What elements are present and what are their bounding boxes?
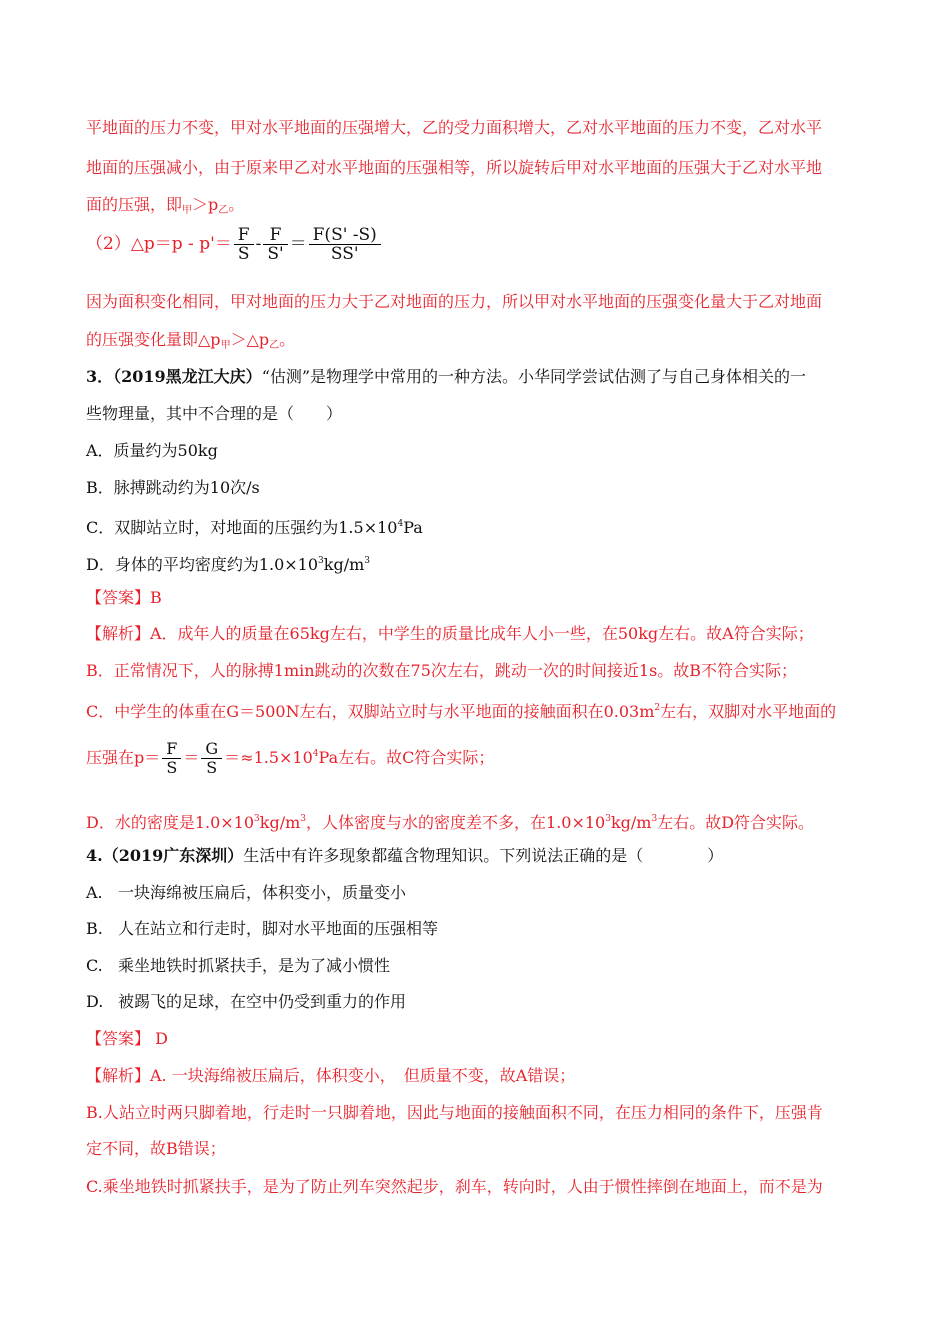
option-letter: D. [86,992,104,1011]
text-span: C．双脚站立时，对地面的压强约为1.5×10 [86,518,398,537]
option-a: A．质量约为50kg [86,441,218,460]
operator: - [255,234,262,254]
subscript: 甲 [220,340,231,351]
numerator: F [162,740,181,759]
denominator: S [166,758,178,777]
question-text: 生活中有许多现象都蕴含物理知识。下列说法正确的是（ ） [243,846,724,865]
question-4-stem [86,845,864,867]
superscript: 3 [300,814,307,824]
text-line: B．正常情况下，人的脉搏1min跳动的次数在75次左右，跳动一次的时间接近1s。故B不符合实际； [86,661,798,680]
text-line [86,329,864,357]
question-3-stem [86,366,864,388]
question-number: 4. [86,846,103,865]
text-line: 【解析】A. 一块海绵被压扁后，体积变小， 但质量不变，故A错误； [86,1066,576,1085]
text-line [86,194,864,222]
fraction [309,226,381,263]
option-d [86,550,864,576]
text-line: 【解析】A．成年人的质量在65kg左右，中学生的质量比成年人小一些，在50kg左右。故A符合实际； [86,624,814,643]
subscript: 乙 [269,340,280,351]
operator: ＝ [183,748,200,767]
text-span: kg/m [610,813,652,832]
text-span: 。 [279,330,296,349]
text-line: 因为面积变化相同，甲对地面的压力大于乙对地面的压力，所以甲对水平地面的压强变化量大于乙对地面 [86,292,823,311]
question-source: （2019黑龙江大庆） [113,367,262,386]
text-span: 。 [228,195,245,214]
formula-prefix: （2）△p＝p - p'＝ [86,234,232,254]
text-line: C.乘坐地铁时抓紧扶手，是为了防止列车突然起步，刹车，转向时，人由于惯性摔倒在地面上，而不是为 [86,1177,823,1196]
text-span: D．水的密度是1.0×10 [86,813,255,832]
fraction [234,226,254,263]
option-c [86,955,864,977]
text-span: 压强在p＝ [86,748,161,767]
denominator: SS' [330,244,359,264]
superscript: 4 [312,749,319,759]
superscript: 3 [651,814,658,824]
fraction [263,226,287,263]
text-line: B.人站立时两只脚着地，行走时一只脚着地，因此与地面的接触面积不同，在压力相同的条件下，压强肯 [86,1103,823,1122]
question-source: （2019广东深圳） [102,846,244,865]
text-span: D．身体的平均密度约为1.0×10 [86,555,319,574]
superscript: 2 [654,703,661,713]
question-text: “估测”是物理学中常用的一种方法。小华同学尝试估测了与自己身体相关的一 [261,367,807,386]
operator: ＝ [289,234,307,254]
option-text: 人在站立和行走时，脚对水平地面的压强相等 [118,919,439,938]
text-line: 平地面的压力不变，甲对水平地面的压强增大，乙的受力面积增大，乙对水平地面的压力不变，乙对水平 [86,118,823,137]
denominator: S [206,758,218,777]
subscript: 乙 [218,205,229,216]
text-span: kg/m [323,555,365,574]
numerator: G [201,740,222,759]
option-letter: C. [86,956,103,975]
fraction [201,740,222,777]
question-number: 3． [86,367,114,386]
option-b: B．脉搏跳动约为10次/s [86,478,260,497]
numerator: F [263,226,287,245]
superscript: 3 [605,814,611,824]
superscript: 3 [364,556,371,566]
option-text: 一块海绵被压扁后，体积变小，质量变小 [118,883,407,902]
text-span: 左右，双脚对水平地面的 [660,702,837,721]
superscript: 3 [318,556,324,566]
option-text: 被踢飞的足球，在空中仍受到重力的作用 [118,992,407,1011]
option-b [86,918,864,940]
text-span: Pa [403,518,423,537]
numerator: F(S' -S) [309,226,381,245]
text-span: Pa左右。故C符合实际； [318,748,495,767]
text-span: C．中学生的体重在G＝500N左右，双脚站立时与水平地面的接触面积在0.03m [86,702,655,721]
option-letter: B. [86,919,103,938]
text-span: ＞△p [230,330,270,349]
text-span: kg/m [259,813,301,832]
option-c [86,513,864,539]
option-letter: A. [86,883,103,902]
text-line: 定不同，故B错误； [86,1139,226,1158]
answer-4: 【答案】 D [86,1029,168,1048]
fraction [162,740,181,777]
text-line [86,697,864,723]
delta-p-formula [86,226,383,263]
text-span: ，人体密度与水的密度差不多，在1.0×10 [306,813,606,832]
option-text: 乘坐地铁时抓紧扶手，是为了减小惯性 [118,956,391,975]
text-line: 些物理量，其中不合理的是（ ） [86,404,343,423]
text-line [86,808,864,834]
text-span: 左右。故D符合实际。 [657,813,815,832]
text-span: ＞p [192,195,219,214]
option-a [86,882,864,904]
text-span: ＝≈1.5×10 [224,748,313,767]
answer-3: 【答案】B [86,588,162,607]
subscript: 甲 [182,205,193,216]
superscript: 3 [254,814,260,824]
option-d [86,991,864,1013]
superscript: 4 [397,519,404,529]
text-line: 地面的压强减小，由于原来甲乙对水平地面的压强相等，所以旋转后甲对水平地面的压强大于乙对水平地 [86,158,823,177]
numerator: F [234,226,254,245]
text-span: 面的压强，即 [86,195,183,214]
denominator: S' [267,244,284,264]
denominator: S [237,244,250,264]
text-span: 的压强变化量即△p [86,330,221,349]
pressure-formula [86,740,494,777]
